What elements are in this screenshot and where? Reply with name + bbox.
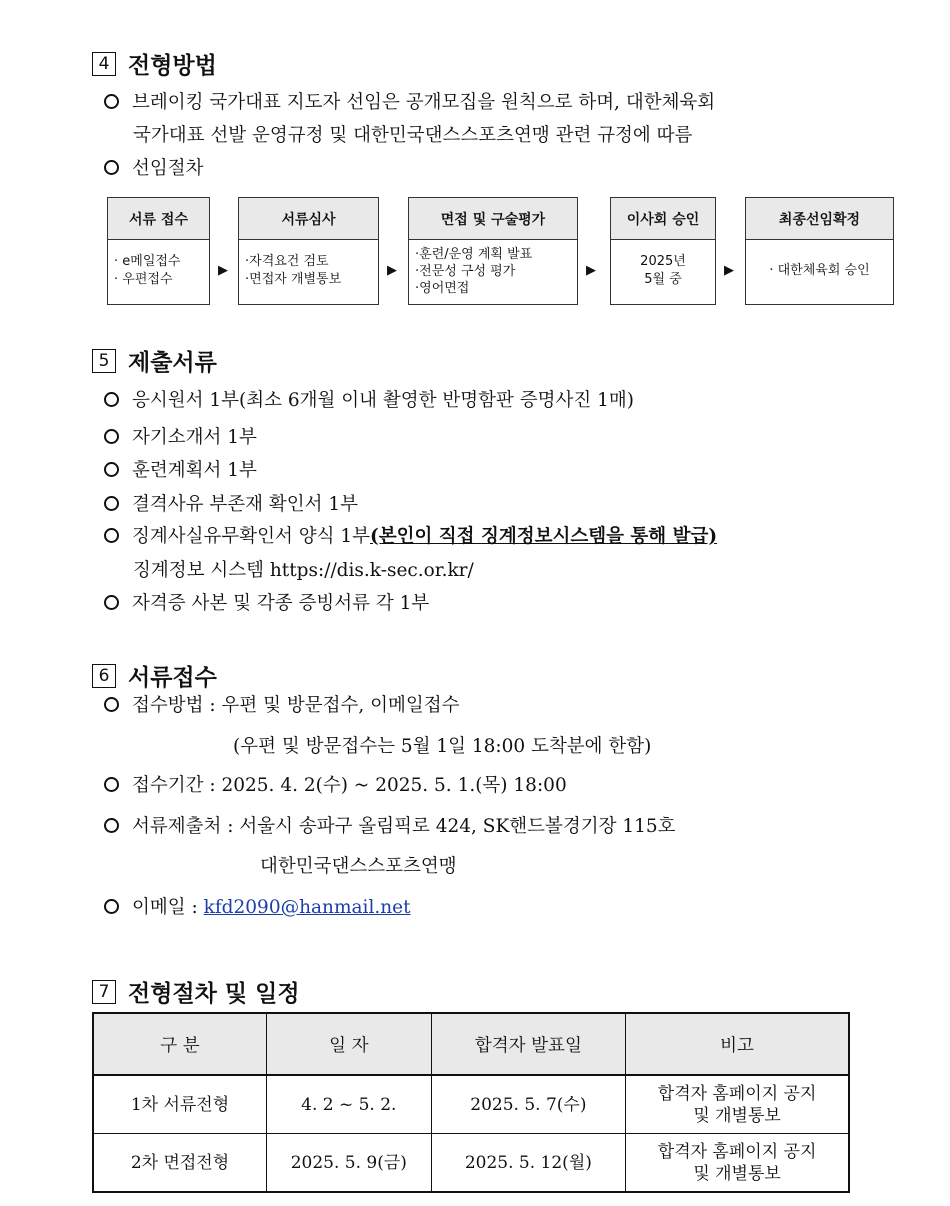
note-text: (우편 및 방문접수는 5월 1일 18:00 도착분에 한함): [233, 736, 652, 757]
section-5-heading: [92, 344, 217, 377]
bullet-continuation: 국가대표 선발 운영규정 및 대한민국댄스스포츠연맹 관련 규정에 따름: [133, 125, 693, 146]
flow-step-2: 서류심사 ·자격요건 검토 ·면접자 개별통보: [238, 197, 379, 305]
table-row: [93, 1134, 849, 1193]
section-number: 6: [92, 664, 116, 688]
bullet-item: 접수기간 : 2025. 4. 2(수) ~ 2025. 5. 1.(목) 18:00: [104, 771, 567, 797]
bullet-item: 선임절차: [104, 154, 203, 180]
bullet-item: 이메일 : kfd2090@hanmail.net: [104, 893, 411, 919]
arrow-right-icon: ▶: [586, 263, 596, 278]
circle-bullet-icon: [104, 496, 119, 511]
table-cell: 2025. 5. 7(수): [431, 1075, 626, 1134]
circle-bullet-icon: [104, 94, 119, 109]
circle-bullet-icon: [104, 462, 119, 477]
bullet-continuation: 대한민국댄스스포츠연맹: [260, 856, 457, 877]
section-number: 7: [92, 980, 116, 1004]
section-title: 전형방법: [128, 53, 217, 79]
section-number: 4: [92, 52, 116, 76]
table-cell: 2025. 5. 12(월): [431, 1134, 626, 1193]
bullet-item: 브레이킹 국가대표 지도자 선임은 공개모집을 원칙으로 하며, 대한체육회: [104, 88, 715, 114]
arrow-right-icon: ▶: [724, 263, 734, 278]
arrow-right-icon: ▶: [387, 263, 397, 278]
column-header: 합격자 발표일: [431, 1013, 626, 1075]
bullet-item: 접수방법 : 우편 및 방문접수, 이메일접수: [104, 691, 459, 717]
table-header-row: [93, 1013, 849, 1075]
circle-bullet-icon: [104, 899, 119, 914]
flow-step-4: 이사회 승인 2025년 5월 중: [610, 197, 716, 305]
table-cell: 2025. 5. 9(금): [266, 1134, 431, 1193]
flow-step-title: 면접 및 구술평가: [409, 198, 577, 240]
circle-bullet-icon: [104, 528, 119, 543]
table-cell: 4. 2 ~ 5. 2.: [266, 1075, 431, 1134]
bullet-item: 징계사실유무확인서 양식 1부(본인이 직접 징계정보시스템을 통해 발급): [104, 522, 717, 548]
circle-bullet-icon: [104, 777, 119, 792]
circle-bullet-icon: [104, 818, 119, 833]
circle-bullet-icon: [104, 697, 119, 712]
section-6-heading: [92, 659, 217, 692]
flow-step-5: 최종선임확정 · 대한체육회 승인: [745, 197, 894, 305]
email-link[interactable]: kfd2090@hanmail.net: [203, 897, 411, 918]
table-cell: 1차 서류전형: [93, 1075, 266, 1134]
schedule-table: [92, 1012, 850, 1193]
flow-step-3: 면접 및 구술평가 ·훈련/운영 계획 발표 ·전문성 구성 평가 ·영어면접: [408, 197, 578, 305]
section-7-heading: [92, 975, 300, 1008]
flow-step-title: 서류심사: [239, 198, 378, 240]
flow-step-1: 서류 접수 · e메일접수 · 우편접수: [107, 197, 210, 305]
table-cell: 2차 면접전형: [93, 1134, 266, 1193]
flow-step-title: 최종선임확정: [746, 198, 893, 240]
section-4-heading: [92, 47, 217, 80]
emphasis-note: (본인이 직접 징계정보시스템을 통해 발급): [370, 526, 718, 547]
flow-step-title: 이사회 승인: [611, 198, 715, 240]
table-cell: 합격자 홈페이지 공지 및 개별통보: [626, 1075, 849, 1134]
circle-bullet-icon: [104, 392, 119, 407]
circle-bullet-icon: [104, 429, 119, 444]
column-header: 일 자: [266, 1013, 431, 1075]
bullet-continuation: 징계정보 시스템 https://dis.k-sec.or.kr/: [133, 560, 474, 581]
arrow-right-icon: ▶: [218, 263, 228, 278]
section-title: 제출서류: [128, 350, 217, 376]
column-header: 비고: [626, 1013, 849, 1075]
section-number: 5: [92, 349, 116, 373]
bullet-item: 응시원서 1부(최소 6개월 이내 촬영한 반명함판 증명사진 1매): [104, 386, 634, 412]
bullet-item: 훈련계획서 1부: [104, 456, 257, 482]
section-title: 서류접수: [128, 665, 217, 691]
bullet-item: 서류제출처 : 서울시 송파구 올림픽로 424, SK핸드볼경기장 115호: [104, 812, 676, 838]
table-row: [93, 1075, 849, 1134]
circle-bullet-icon: [104, 160, 119, 175]
table-cell: 합격자 홈페이지 공지 및 개별통보: [626, 1134, 849, 1193]
flow-step-title: 서류 접수: [108, 198, 209, 240]
bullet-item: 자격증 사본 및 각종 증빙서류 각 1부: [104, 589, 429, 615]
bullet-item: 자기소개서 1부: [104, 423, 257, 449]
column-header: 구 분: [93, 1013, 266, 1075]
circle-bullet-icon: [104, 595, 119, 610]
bullet-item: 결격사유 부존재 확인서 1부: [104, 490, 358, 516]
section-title: 전형절차 및 일정: [128, 981, 300, 1007]
